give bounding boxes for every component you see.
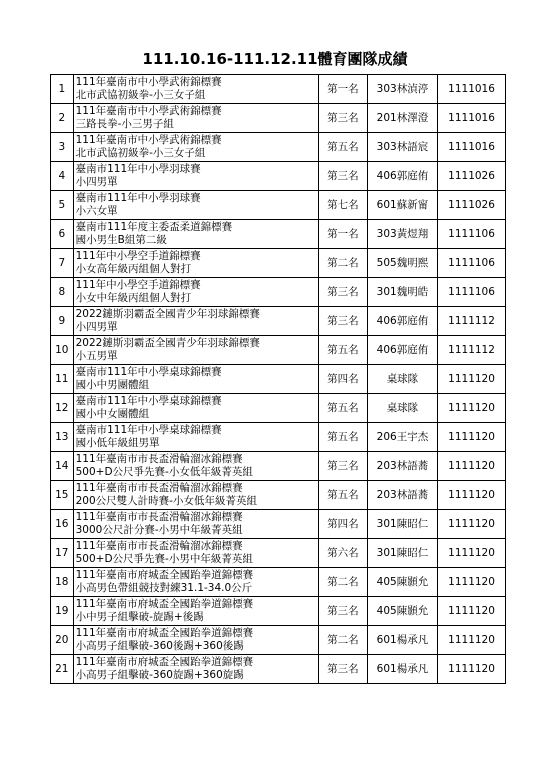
table-row [51, 510, 506, 539]
event-date: 1111016 [438, 75, 506, 104]
event-division: 小四男單 [75, 176, 118, 188]
event-name: 111年臺南市中小學武術錦標賽 [75, 76, 222, 88]
table-row [51, 423, 506, 452]
rank-cell: 第四名 [318, 365, 367, 394]
rank-cell: 第五名 [318, 133, 367, 162]
rank-cell: 第二名 [318, 249, 367, 278]
athlete-name: 406郭庭侑 [367, 307, 437, 336]
row-number: 5 [51, 191, 74, 220]
event-name: 臺南市111年中小學桌球錦標賽 [75, 395, 222, 407]
event-cell [73, 278, 318, 307]
results-table [50, 74, 506, 684]
event-division: 500+D公尺爭先賽-小男中年級菁英組 [75, 553, 253, 565]
event-date: 1111026 [438, 162, 506, 191]
event-cell [73, 162, 318, 191]
event-date: 1111016 [438, 133, 506, 162]
row-number: 12 [51, 394, 74, 423]
event-division: 國小中男團體組 [75, 379, 150, 391]
event-cell [73, 394, 318, 423]
event-cell [73, 220, 318, 249]
event-name: 臺南市111年中小學羽球賽 [75, 163, 201, 175]
table-row [51, 220, 506, 249]
event-date: 1111120 [438, 655, 506, 684]
row-number: 6 [51, 220, 74, 249]
athlete-name: 桌球隊 [367, 394, 437, 423]
event-cell [73, 481, 318, 510]
table-row [51, 626, 506, 655]
rank-cell: 第五名 [318, 394, 367, 423]
event-division: 小六女單 [75, 205, 118, 217]
athlete-name: 301陳昭仁 [367, 510, 437, 539]
athlete-name: 505魏明熙 [367, 249, 437, 278]
rank-cell: 第三名 [318, 655, 367, 684]
event-name: 111年臺南市府城盃全國跆拳道錦標賽 [75, 598, 254, 610]
table-row [51, 75, 506, 104]
row-number: 19 [51, 597, 74, 626]
event-name: 111年臺南市府城盃全國跆拳道錦標賽 [75, 569, 254, 581]
row-number: 3 [51, 133, 74, 162]
athlete-name: 405陳顥允 [367, 568, 437, 597]
event-division: 小中男子組擊破-旋踢+後踢 [75, 611, 204, 623]
table-row [51, 365, 506, 394]
rank-cell: 第二名 [318, 568, 367, 597]
event-cell [73, 452, 318, 481]
table-row [51, 568, 506, 597]
event-date: 1111120 [438, 626, 506, 655]
athlete-name: 301陳昭仁 [367, 539, 437, 568]
event-cell [73, 597, 318, 626]
event-date: 1111106 [438, 220, 506, 249]
rank-cell: 第三名 [318, 597, 367, 626]
athlete-name: 201林澤澄 [367, 104, 437, 133]
event-date: 1111120 [438, 568, 506, 597]
event-cell [73, 655, 318, 684]
event-name: 111年臺南市市長盃滑輪溜冰錦標賽 [75, 540, 243, 552]
event-cell [73, 191, 318, 220]
row-number: 7 [51, 249, 74, 278]
event-division: 小女高年級丙組個人對打 [75, 263, 192, 275]
row-number: 4 [51, 162, 74, 191]
table-row [51, 162, 506, 191]
event-division: 國小男生B組第二級 [75, 234, 167, 246]
row-number: 1 [51, 75, 74, 104]
rank-cell: 第三名 [318, 104, 367, 133]
event-name: 111年臺南市中小學武術錦標賽 [75, 134, 222, 146]
event-name: 111年臺南市中小學武術錦標賽 [75, 105, 222, 117]
row-number: 2 [51, 104, 74, 133]
event-cell [73, 133, 318, 162]
table-row [51, 539, 506, 568]
event-division: 200公尺雙人計時賽-小女低年級菁英組 [75, 495, 257, 507]
table-row [51, 249, 506, 278]
table-row [51, 655, 506, 684]
rank-cell: 第一名 [318, 75, 367, 104]
athlete-name: 303林湞渟 [367, 75, 437, 104]
row-number: 17 [51, 539, 74, 568]
event-date: 1111120 [438, 365, 506, 394]
table-row [51, 481, 506, 510]
table-row [51, 452, 506, 481]
event-division: 北市武協初級拳-小三女子組 [75, 89, 206, 101]
event-name: 111年中小學空手道錦標賽 [75, 279, 201, 291]
event-name: 臺南市111年中小學桌球錦標賽 [75, 424, 222, 436]
event-division: 國小低年級組男單 [75, 437, 160, 449]
rank-cell: 第六名 [318, 539, 367, 568]
row-number: 21 [51, 655, 74, 684]
row-number: 8 [51, 278, 74, 307]
event-cell [73, 307, 318, 336]
athlete-name: 206王宇杰 [367, 423, 437, 452]
event-cell [73, 104, 318, 133]
event-division: 3000公尺計分賽-小男中年級菁英組 [75, 524, 243, 536]
event-name: 111年臺南市市長盃滑輪溜冰錦標賽 [75, 482, 243, 494]
event-division: 三路長拳-小三男子組 [75, 118, 174, 130]
rank-cell: 第一名 [318, 220, 367, 249]
athlete-name: 601楊承凡 [367, 626, 437, 655]
event-date: 1111120 [438, 452, 506, 481]
event-date: 1111120 [438, 539, 506, 568]
event-division: 北市武協初級拳-小三女子組 [75, 147, 206, 159]
rank-cell: 第五名 [318, 336, 367, 365]
athlete-name: 301魏明皓 [367, 278, 437, 307]
table-row [51, 597, 506, 626]
table-row [51, 278, 506, 307]
row-number: 14 [51, 452, 74, 481]
table-row [51, 307, 506, 336]
row-number: 16 [51, 510, 74, 539]
row-number: 13 [51, 423, 74, 452]
rank-cell: 第五名 [318, 481, 367, 510]
event-cell [73, 423, 318, 452]
rank-cell: 第五名 [318, 423, 367, 452]
event-date: 1111120 [438, 510, 506, 539]
event-cell [73, 75, 318, 104]
event-name: 111年臺南市府城盃全國跆拳道錦標賽 [75, 656, 254, 668]
row-number: 9 [51, 307, 74, 336]
event-division: 500+D公尺爭先賽-小女低年級菁英組 [75, 466, 253, 478]
results-table-body [51, 75, 506, 684]
event-cell [73, 249, 318, 278]
athlete-name: 303林語宸 [367, 133, 437, 162]
row-number: 11 [51, 365, 74, 394]
row-number: 15 [51, 481, 74, 510]
table-row [51, 133, 506, 162]
event-name: 臺南市111年度主委盃柔道錦標賽 [75, 221, 233, 233]
event-date: 1111106 [438, 249, 506, 278]
row-number: 20 [51, 626, 74, 655]
event-division: 國小中女團體組 [75, 408, 150, 420]
rank-cell: 第四名 [318, 510, 367, 539]
event-division: 小高男色帶組競技對練31.1-34.0公斤 [75, 582, 253, 594]
event-division: 小高男子組擊破-360旋踢+360旋踢 [75, 669, 244, 681]
rank-cell: 第七名 [318, 191, 367, 220]
athlete-name: 601蘇新甯 [367, 191, 437, 220]
event-name: 2022鏈斯羽霸盃全國青少年羽球錦標賽 [75, 308, 260, 320]
rank-cell: 第三名 [318, 162, 367, 191]
event-date: 1111120 [438, 423, 506, 452]
event-cell [73, 336, 318, 365]
athlete-name: 405陳顥允 [367, 597, 437, 626]
event-name: 111年臺南市市長盃滑輪溜冰錦標賽 [75, 511, 243, 523]
athlete-name: 203林語蕎 [367, 452, 437, 481]
event-name: 2022鏈斯羽霸盃全國青少年羽球錦標賽 [75, 337, 260, 349]
table-row [51, 104, 506, 133]
event-date: 1111112 [438, 336, 506, 365]
athlete-name: 406郭庭侑 [367, 336, 437, 365]
athlete-name: 601楊承凡 [367, 655, 437, 684]
event-date: 1111112 [438, 307, 506, 336]
event-date: 1111026 [438, 191, 506, 220]
row-number: 18 [51, 568, 74, 597]
rank-cell: 第三名 [318, 278, 367, 307]
event-cell [73, 539, 318, 568]
page-title: 111.10.16-111.12.11體育團隊成績 [142, 50, 408, 68]
athlete-name: 303黃煜翔 [367, 220, 437, 249]
event-date: 1111106 [438, 278, 506, 307]
athlete-name: 203林語蕎 [367, 481, 437, 510]
event-cell [73, 365, 318, 394]
athlete-name: 桌球隊 [367, 365, 437, 394]
rank-cell: 第二名 [318, 626, 367, 655]
row-number: 10 [51, 336, 74, 365]
event-name: 111年臺南市府城盃全國跆拳道錦標賽 [75, 627, 254, 639]
athlete-name: 406郭庭侑 [367, 162, 437, 191]
event-date: 1111120 [438, 394, 506, 423]
event-date: 1111016 [438, 104, 506, 133]
event-name: 臺南市111年中小學桌球錦標賽 [75, 366, 222, 378]
event-name: 臺南市111年中小學羽球賽 [75, 192, 201, 204]
rank-cell: 第三名 [318, 452, 367, 481]
event-date: 1111120 [438, 481, 506, 510]
event-cell [73, 510, 318, 539]
event-date: 1111120 [438, 597, 506, 626]
rank-cell: 第三名 [318, 307, 367, 336]
table-row [51, 394, 506, 423]
event-division: 小四男單 [75, 321, 118, 333]
table-row [51, 336, 506, 365]
event-division: 小女中年級丙組個人對打 [75, 292, 192, 304]
event-division: 小五男單 [75, 350, 118, 362]
event-name: 111年中小學空手道錦標賽 [75, 250, 201, 262]
event-name: 111年臺南市市長盃滑輪溜冰錦標賽 [75, 453, 243, 465]
table-row [51, 191, 506, 220]
event-division: 小高男子組擊破-360後踢+360後踢 [75, 640, 244, 652]
event-cell [73, 626, 318, 655]
event-cell [73, 568, 318, 597]
